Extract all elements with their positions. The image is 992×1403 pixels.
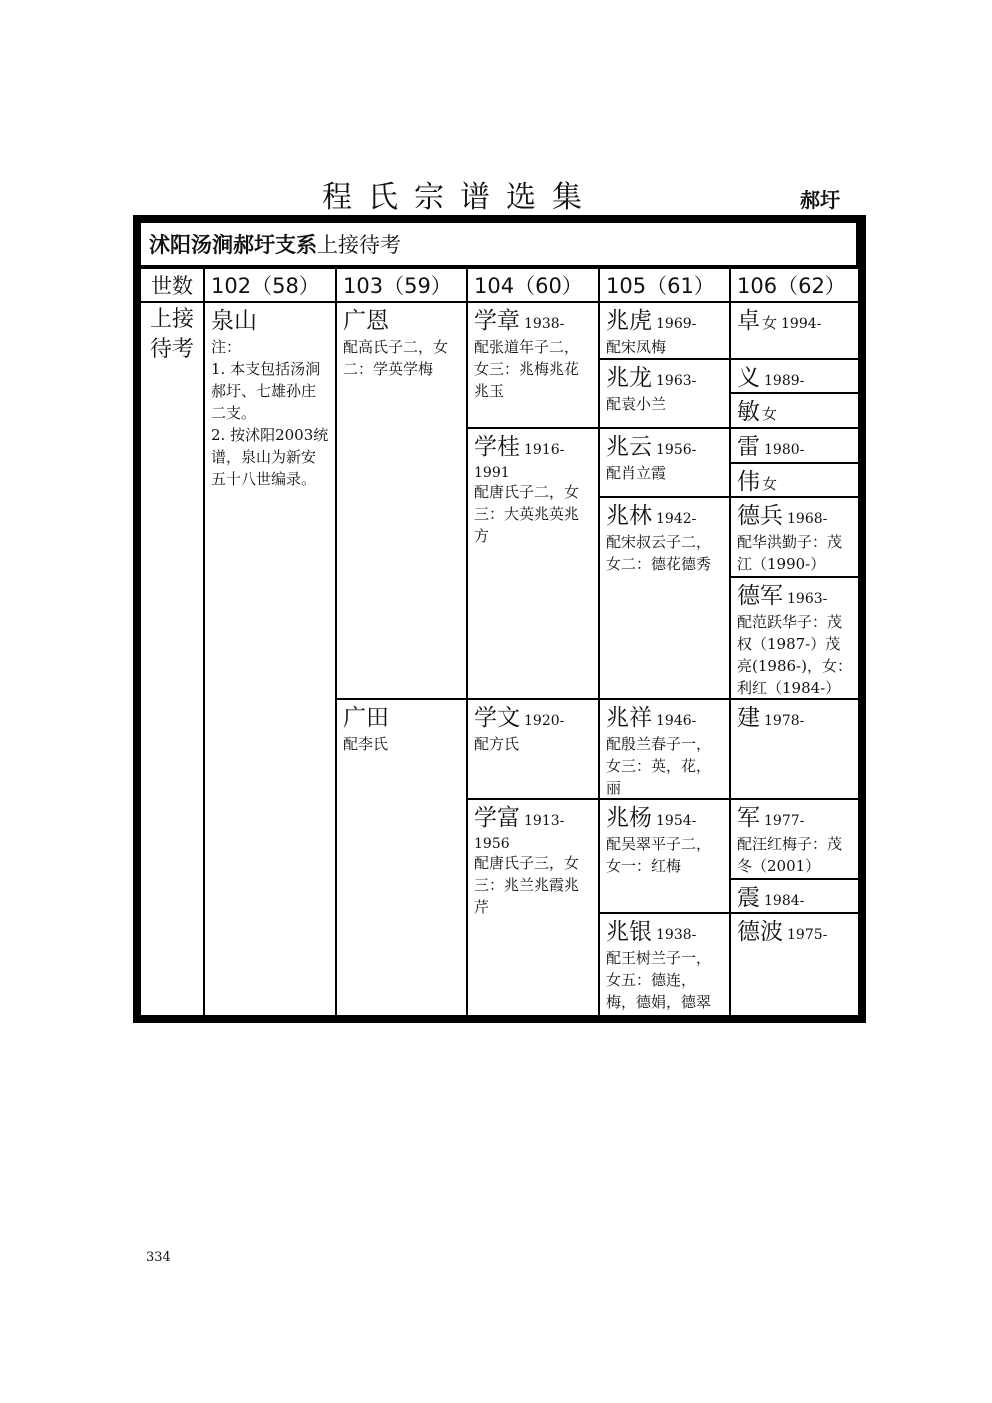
- person-years: 1994-: [781, 316, 822, 332]
- person-cell-g105: [600, 303, 729, 358]
- person-years: 1963-: [656, 373, 697, 389]
- person-name: 义: [737, 365, 760, 391]
- notes-title: 注：: [211, 338, 242, 356]
- person-years: 1954-: [656, 813, 697, 829]
- person-detail: 配袁小兰: [606, 395, 667, 413]
- branch-origin: 上接待考: [317, 233, 401, 257]
- generation-header-105: 105（61）: [600, 269, 729, 301]
- person-years: 1946-: [656, 713, 697, 729]
- person-years: 1969-: [656, 316, 697, 332]
- person-name: 学文: [474, 705, 520, 731]
- person-name: 学桂: [474, 434, 520, 460]
- person-years: 1913-1956: [474, 813, 565, 852]
- person-cell-g105: [600, 498, 729, 698]
- person-cell-g106: [731, 914, 858, 1015]
- person-name: 学章: [474, 308, 520, 334]
- person-name: 敏: [737, 399, 760, 425]
- person-years: 1989-: [764, 373, 805, 389]
- person-years: 1963-: [787, 591, 828, 607]
- generation-header-106: 106（62）: [731, 269, 858, 301]
- person-detail: 配汪红梅子：茂冬（2001）: [737, 835, 843, 875]
- person-name: 卓: [737, 308, 760, 334]
- person-cell-g106: [731, 498, 858, 576]
- person-cell-g105: [600, 360, 729, 427]
- person-name: 泉山: [211, 308, 257, 334]
- person-detail: 配宋叔云子二，女二：德花德秀: [606, 533, 712, 573]
- person-years: 1984-: [764, 893, 805, 909]
- person-detail: 配李氏: [343, 735, 389, 753]
- person-name: 广田: [343, 705, 389, 731]
- person-cell-g106: [731, 800, 858, 878]
- person-cell-g106: [731, 578, 858, 698]
- note-text: 2. 按沭阳2003统谱，泉山为新安五十八世编录。: [211, 426, 329, 488]
- book-title: 程氏宗谱选集: [322, 180, 598, 215]
- person-cell-g105: [600, 429, 729, 496]
- corner-place-label: 郝圩: [800, 188, 840, 212]
- genealogy-grid: [141, 269, 858, 1015]
- person-cell-g104: [468, 700, 598, 798]
- person-name: 建: [737, 705, 760, 731]
- person-name: 兆林: [606, 503, 652, 529]
- person-cell-g104: [468, 303, 598, 427]
- person-gender: 女: [762, 314, 778, 332]
- person-gender: 女: [762, 475, 778, 493]
- person-name: 兆银: [606, 919, 652, 945]
- person-detail: 配范跃华子：茂权（1987-）茂亮(1986-)，女：利红（1984-）: [737, 613, 852, 697]
- person-years: 1942-: [656, 511, 697, 527]
- branch-name: 沭阳汤涧郝圩支系: [149, 233, 317, 257]
- person-detail: 配宋凤梅: [606, 338, 667, 356]
- person-years: 1980-: [764, 442, 805, 458]
- person-cell-g102: [205, 303, 335, 1015]
- generation-header-103: 103（59）: [337, 269, 466, 301]
- person-name: 兆云: [606, 434, 652, 460]
- person-cell-g103: [337, 303, 466, 698]
- person-name: 伟: [737, 469, 760, 495]
- person-detail: 配吴翠平子二，女一：红梅: [606, 835, 712, 875]
- person-detail: 配唐氏子二，女三：大英兆英兆方: [474, 483, 580, 545]
- person-cell-g106: [731, 464, 858, 496]
- person-years: 1938-: [524, 316, 565, 332]
- page-number: 334: [146, 1250, 171, 1265]
- person-name: 军: [737, 805, 760, 831]
- person-name: 兆虎: [606, 308, 652, 334]
- person-years: 1920-: [524, 713, 565, 729]
- person-cell-g105: [600, 800, 729, 912]
- person-detail: 配唐氏子三，女三：兆兰兆霞兆芹: [474, 854, 580, 916]
- person-cell-g104: [468, 429, 598, 698]
- person-detail: 配殷兰春子一，女三：英，花，丽: [606, 735, 712, 797]
- person-name: 德军: [737, 583, 783, 609]
- person-years: 1977-: [764, 813, 805, 829]
- person-cell-g106: [731, 360, 858, 392]
- note-text: 1. 本支包括汤涧郝圩、七雄孙庄二支。: [211, 360, 321, 422]
- person-cell-g106: [731, 880, 858, 912]
- person-cell-g103: [337, 700, 466, 1015]
- person-cell-g104: [468, 800, 598, 1015]
- person-detail: 配高氏子二，女二：学英学梅: [343, 338, 449, 378]
- person-cell-g106: [731, 700, 858, 798]
- generation-header-102: 102（58）: [205, 269, 335, 301]
- person-years: 1938-: [656, 927, 697, 943]
- branch-header: [141, 223, 856, 265]
- person-name: 兆龙: [606, 365, 652, 391]
- person-name: 兆杨: [606, 805, 652, 831]
- genealogy-table-frame: [133, 215, 866, 1023]
- person-name: 学富: [474, 805, 520, 831]
- person-years: 1956-: [656, 442, 697, 458]
- person-name: 雷: [737, 434, 760, 460]
- person-gender: 女: [762, 405, 778, 423]
- person-name: 德兵: [737, 503, 783, 529]
- person-detail: 配肖立霞: [606, 464, 667, 482]
- person-cell-g106: [731, 429, 858, 462]
- person-cell-g106: [731, 303, 858, 358]
- person-years: 1978-: [764, 713, 805, 729]
- person-detail: 配华洪勤子：茂江（1990-）: [737, 533, 843, 573]
- person-name: 德波: [737, 919, 783, 945]
- generation-header-104: 104（60）: [468, 269, 598, 301]
- person-detail: 配王树兰子一，女五：德连，梅，德娟，德翠: [606, 949, 712, 1011]
- person-cell-g105: [600, 914, 729, 1015]
- person-years: 1968-: [787, 511, 828, 527]
- person-cell-g105: [600, 700, 729, 798]
- person-years: 1916-1991: [474, 442, 565, 481]
- side-label: 上接待考: [141, 303, 203, 1015]
- person-name: 震: [737, 885, 760, 911]
- person-name: 广恩: [343, 308, 389, 334]
- person-years: 1975-: [787, 927, 828, 943]
- person-cell-g106: [731, 394, 858, 427]
- person-detail: 配方氏: [474, 735, 520, 753]
- person-detail: 配张道年子二，女三：兆梅兆花兆玉: [474, 338, 580, 400]
- generation-header-label: 世数: [141, 269, 203, 301]
- person-name: 兆祥: [606, 705, 652, 731]
